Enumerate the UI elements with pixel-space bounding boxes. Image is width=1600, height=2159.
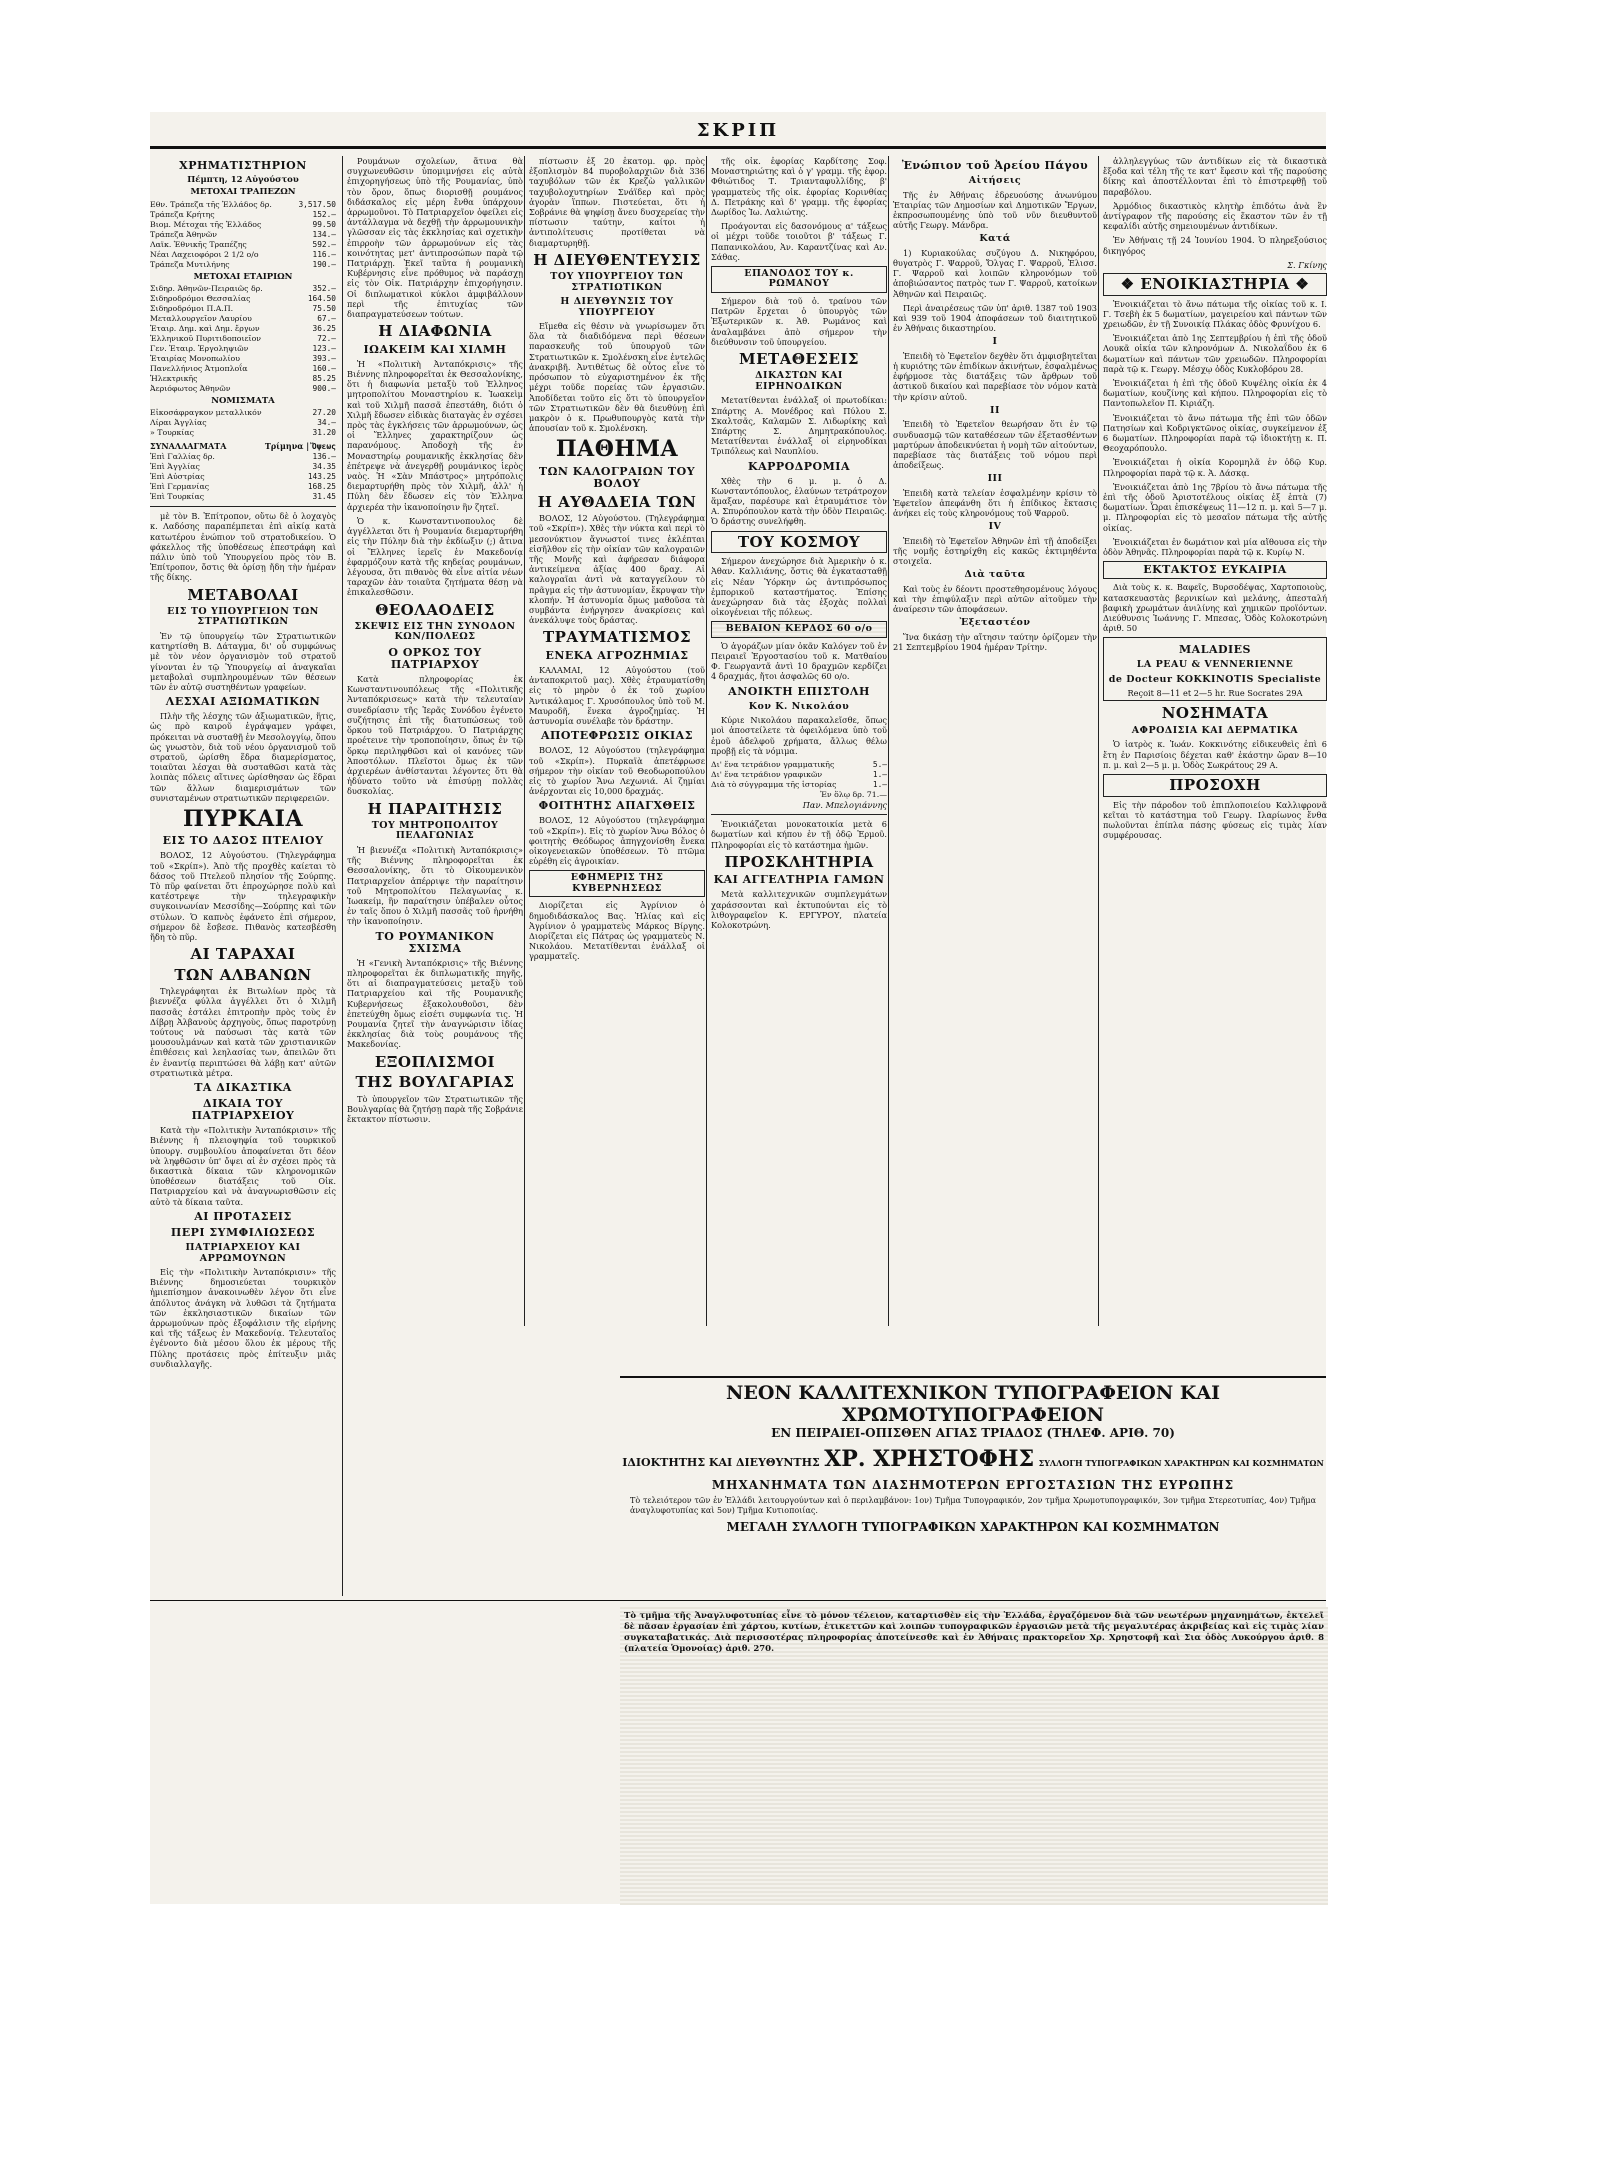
headline: ΑΙ ΤΑΡΑΧΑΙ: [190, 945, 296, 964]
ad-body: Τὸ τελειότερον τῶν ἐν Ἑλλάδι λειτουργούντων καὶ ὁ περιλαμβάνον: 1ον) Τμῆμα Τυπογραφικόν, 2ον τμῆμα Χρωμοτυπογραφικόν, 3ον τμῆμα Στερεοτυπίας, 4ον) Τμῆμα ἀναγλυφοτυπίας καὶ 5ον) Τμῆμα Κυτιοποιίας.: [630, 1496, 1316, 1515]
headline: ΤΑ ΔΙΚΑΣΤΙΚΑ: [194, 1080, 292, 1094]
headline: ΕΦΗΜΕΡΙΣ ΤΗΣ ΚΥΒΕΡΝΗΣΕΩΣ: [529, 870, 705, 897]
headline: Η ΔΙΕΥΘΕΝΤΕΥΣΙΣ: [533, 250, 701, 269]
article-text: Ἐπειδὴ κατὰ τελείαν ἐσφαλμένην κρίσιν τὸ Ἐφετεῖον ἀπεφάνθη ὅτι ἡ ἐπίδικος ἔκτασις ἀνήκει εἰς τοὺς κληρονόμους τοῦ Ψαρροῦ.: [893, 487, 1097, 519]
table-row: Ἑταιρ. Δημ. καὶ Δημ. ἔργων 36.25: [150, 323, 336, 333]
list-item: Ἐνοικιάζεται τὸ ἄνω πάτωμα τῆς οἰκίας τοῦ κ. Ι. Γ. Τσεβὴ ἐκ 5 δωματίων, μαγειρείου καὶ πάντων τῶν χρειωδῶν, ἐν τῇ Συνοικίᾳ Πλάκας ὁδὸς Φρυνίχου 6.: [1103, 298, 1327, 329]
article-text: ἀλληλεγγύως τῶν ἀντιδίκων εἰς τὰ δικαστικὰ ἔξοδα καὶ τέλη τῆς τε κατ' ἔφεσιν καὶ τῆς παρούσης δίκης καὶ ἀποστέλλονται ἐπὶ τὸ ἐπιστρεφθῇ τοῦ παραβόλου.: [1103, 156, 1327, 197]
article-text: τῆς οἰκ. ἐφορίας Καρδίτσης Σοφ. Μοναστηριώτης καὶ ὁ γ' γραμμ. τῆς ἐφορ. Φθιώτιδος Τ. Τριανταφυλλίδης, β' γραμματεὺς τῆς οἰκ. ἐφορίας Κορινθίας Δ. Πετράκης καὶ δ' γραμμ. τῆς ἐφορίας Δωρίδος Ἰω. Λαλιώτης.: [711, 156, 887, 218]
headline: ΠΡΟΣΟΧΗ: [1103, 774, 1327, 797]
expense-list: [711, 760, 887, 800]
article-text: Ρουμάνων σχολείων, ἅτινα θὰ συγχωνευθῶσιν ὑπομιμνῄσει εἰς αὐτὰ ἐπιχορηγήσεως ὑπὸ τῆς Ρουμανίας, ὑπὸ τὸν ὅρον, ὅπως διορισθῇ ρουμάνος διδάσκαλος εἰς μέρη ἔνθα ὑπάρχουν ἀρρωμοῦνοι. Τὸ Πατριαρχεῖον ὀφείλει εἰς ἀντάλλαγμα νὰ δεχθῇ τὴν ἀρρωμουνικὴν γλῶσσαν εἰς τὰς ἐκκλησίας καὶ σχετικὴν ἐπιρροὴν τῶν ἀρρωμούνων εἰς τὰς κοινότητας μετ' ἀντιπροσώπων παρὰ τῷ Πατριάρχῃ. Ἐκεῖ ταῦτα ἡ ρουμανικὴ Κυβέρνησις εἶνε πρόθυμος νὰ παράσχῃ εἰς τὸν Οἰκ. Πατριάρχην ἐπιχορήγησιν. Οἱ διπλωματικοὶ κύκλοι ἀμφιβάλλουν περὶ τῆς ἐπιτυχίας τῶν διαπραγματεύσεων τούτων.: [347, 156, 523, 320]
subheadline: Ο ΟΡΚΟΣ ΤΟΥ ΠΑΤΡΙΑΡΧΟΥ: [388, 645, 482, 671]
subheadline: ΤΩΝ ΚΑΛΟΓΡΑΙΩΝ ΤΟΥ ΒΟΛΟΥ: [538, 464, 696, 490]
table-row: Γεν. Ἑταιρ. Ἐργοληψιῶν 123.—: [150, 343, 336, 353]
subheadline: ΑΦΡΟΔΙΣΙΑ ΚΑΙ ΔΕΡΜΑΤΙΚΑ: [1131, 724, 1299, 736]
headline: ΑΠΟΤΕΦΡΩΣΙΣ ΟΙΚΙΑΣ: [541, 729, 693, 743]
section-number: ΙΙΙ: [987, 473, 1003, 485]
subheadline: ΕΙΣ ΤΟ ΥΠΟΥΡΓΕΙΟΝ ΤΩΝ ΣΤΡΑΤΙΩΤΙΚΩΝ: [167, 606, 319, 628]
section-number: ΙΙ: [990, 404, 1000, 416]
footer-text: Τὸ τμῆμα τῆς Ἀναγλυφοτυπίας εἶνε τὸ μόνον τέλειον, καταρτισθὲν εἰς τὴν Ἑλλάδα, ἐργαζόμενον διὰ τῶν νεωτέρων μηχανημάτων, ἐκτελεῖ δὲ πᾶσαν ἐργασίαν ἐπὶ χάρτου, κυτίων, ἐτικεττῶν καὶ λοιπῶν τυπογραφικῶν ἐργασιῶν μετὰ τῆς μεγαλυτέρας ἀκριβείας καὶ εἰς τιμὰς λίαν συγκαταβατικάς. Διὰ περισσοτέρας πληροφορίας ἀποτείνεσθε καὶ ἐν Ἀθήναις πρακτορεῖον Χρ. Χρηστοφῆ καὶ Σια ὁδὸς Λυκούργου ἀριθ. 8 (πλατεία Ὁμονοίας) ἀριθ. 270.: [620, 1607, 1328, 1905]
column-1: [150, 156, 340, 1596]
subheadline: ΔΙΚΑΙΑ ΤΟΥ ΠΑΤΡΙΑΡΧΕΙΟΥ: [191, 1097, 295, 1123]
table-row: Εἰκοσάφραγκον μεταλλικόν 27.20: [150, 407, 336, 417]
list-item: Ἐνοικιάζεται ἀπὸ 1ης Σεπτεμβρίου ἡ ἐπὶ τῆς ὁδοῦ Λουκᾶ οἰκία τῶν κληρονόμων Δ. Νικολαΐδου ἐκ 6 δωματίων καὶ πάντων τῶν χρειωδῶν. Πληροφορίαι παρὰ τῷ κ. Γεωργ. Μέσχῳ ὁδὸς Κυκλοβόρου 28.: [1103, 333, 1327, 374]
table-row: Ἀεριόφωτος Ἀθηνῶν 900.—: [150, 383, 336, 393]
subheadline: ΕΙΣ ΤΟ ΔΑΣΟΣ ΠΤΕΛΙΟΥ: [162, 834, 324, 848]
column-2: [342, 156, 527, 1596]
signature: Σ. Γκίνης: [1287, 259, 1327, 270]
list-item: Ἐνοικιάζεται ἡ οἰκία Κορομηλᾶ ἐν ὁδῷ Κυρ. Πληροφορίαι παρὰ τῷ κ. Ἀ. Δάσκᾳ.: [1103, 457, 1327, 478]
subheadline: Η ΑΥΘΑΔΕΙΑ ΤΩΝ: [537, 492, 697, 511]
list-item: Ἐνοικιάζεται τὸ ἄνω πάτωμα τῆς ἐπὶ τῶν ὁδῶν Πατησίων καὶ Κοδριγκτῶνος οἰκίας, συγκείμενον ἐξ 6 δωματίων. Πληροφορίαι παρὰ τῷ ἰδιοκτήτῃ κ. Π. Θεοχαρόπουλο.: [1103, 412, 1327, 454]
article-text: Ἡ «Γενικὴ Ἀνταπόκρισις» τῆς Βιέννης πληροφορεῖται ἐκ διπλωματικῆς πηγῆς, ὅτι αἱ διαπραγματεύσεις μεταξὺ τοῦ Πατριαρχείου καὶ τῆς Ρουμανικῆς Κυβερνήσεως ἐξακολουθοῦσι, δὲν ἐπετεύχθη ὅμως εἰσέτι συμφωνία τις. Ἡ Ρουμανία ζητεῖ τὴν ἀναγνώρισιν ἰδίας ἐκκλησίας διὰ τοὺς ρουμάνους τῆς Μακεδονίας.: [347, 957, 523, 1050]
subheadline: ΔΙΚΑΣΤΩΝ ΚΑΙ ΕΙΡΗΝΟΔΙΚΩΝ: [755, 370, 843, 392]
list-item: Ἐνοικιάζεται ἐν δωμάτιον καὶ μία αἴθουσα εἰς τὴν ὁδὸν Ἀθηνᾶς. Πληροφορίαι παρὰ τῷ κ. Κυρίῳ Ν.: [1103, 536, 1327, 557]
ad-subtitle: ΕΝ ΠΕΙΡΑΙΕΙ-ΟΠΙΣΘΕΝ ΑΓΙΑΣ ΤΡΙΑΔΟΣ (ΤΗΛΕΦ. ΑΡΙΘ. 70): [771, 1426, 1175, 1440]
table-row: Ἑταιρίας Μονοπωλίου 393.—: [150, 353, 336, 363]
ad-title: ΝΕΟΝ ΚΑΛΛΙΤΕΧΝΙΚΟΝ ΤΥΠΟΓΡΑΦΕΙΟΝ ΚΑΙ ΧΡΩΜΟΤΥΠΟΓΡΑΦΕΙΟΝ: [726, 1382, 1220, 1426]
headline: ΛΕΣΧΑΙ ΑΞΙΩΜΑΤΙΚΩΝ: [165, 695, 321, 709]
subheadline: ΠΑΤΡΙΑΡΧΕΙΟΥ ΚΑΙ ΑΡΡΩΜΟΥΝΩΝ: [185, 1242, 301, 1264]
headline: ΜΕΤΑΘΕΣΕΙΣ: [739, 349, 859, 368]
table-row: » Τουρκίας 31.20: [150, 427, 336, 437]
banks-title: ΜΕΤΟΧΑΙ ΤΡΑΠΕΖΩΝ: [190, 187, 296, 198]
list-item: Δι' ἕνα τετράδιον γραφικῶν 1.—: [711, 769, 887, 779]
column-3: [524, 156, 709, 1326]
table-row: Σιδηροδρόμοι Θεσσαλίας 164.50: [150, 293, 336, 303]
headline: ΕΚΤΑΚΤΟΣ ΕΥΚΑΙΡΙΑ: [1103, 561, 1327, 579]
subheadline: Διὰ ταῦτα: [964, 569, 1026, 581]
article-text: Κατὰ πληροφορίας ἐκ Κωνσταντινουπόλεως τῆς «Πολιτικῆς Ἀνταπόκρισεως» κατὰ τὴν τελευταίαν συνεδρίασιν τῆς Ἱερᾶς Συνόδου ἐγένετο συζήτησις ἐπὶ τῆς διατυπώσεως τοῦ ὅρκου τοῦ Πατριάρχου. Ὁ Πατριάρχης προέτεινε τὴν τροποποίησιν, ὅπως ἐν τῷ ὅρκῳ περιληφθῶσι καὶ οἱ κανόνες τῶν Ἀποστόλων. Πλεῖστοι ὅμως ἐκ τῶν ἀρχιερέων ἀνθίστανται λέγοντες ὅτι θὰ ἠδύνατο τοῦτο νὰ ἐπισύρῃ πολλὰς δυσκολίας.: [347, 674, 523, 797]
article-text: 1) Κυριακούλας συζύγου Δ. Νικηφόρου, θυγατρὸς Γ. Ψαρροῦ, Ὄλγας Γ. Ψαρροῦ, Ἐλισσ. Γ. Ψαρροῦ καὶ λοιπῶν κληρονόμων τοῦ ἀποβιώσαντος πατρὸς των Γ. Ψαρροῦ, κατοίκων Ἀθηνῶν καὶ Πειραιῶς.: [893, 247, 1097, 299]
article-text: Κύριε Νικολάου παρακαλεῖσθε, ὅπως μοὶ ἀποστείλετε τὰ ὀφειλόμενα ὑπὸ τοῦ ἐμοῦ ἀδελφοῦ χρήματα, ἄλλως θέλω προβῇ εἰς τὰ νόμιμα.: [711, 715, 887, 756]
article-text: Εἰς τὴν πάροδον τοῦ ἐπιπλοποιείου Καλλιφρονᾶ κεῖται τὸ κατάστημα τοῦ Γεωργ. Ιλαρίωνος ἔνθα πωλοῦνται ἐπίπλα πάσης φύσεως εἰς τιμὰς λίαν συμφέρουσας.: [1103, 799, 1327, 841]
list-item: Δι' ἕνα τετράδιον γραμματικῆς 5.—: [711, 759, 887, 769]
headline: ΤΟΥ ΚΟΣΜΟΥ: [711, 531, 887, 554]
article-text: μὲ τὸν Β. Ἐπίτροπον, οὔτω δὲ ὁ λοχαγὸς κ. Λαδόσης παραπέμπεται ἐπὶ αἰκίᾳ κατὰ κατωτέρου ἐνώπιον τοῦ στρατοδικείου. Ὁ φάκελλος τῆς ὑποθέσεως ἐπεστράφη καὶ πάλιν ὑπὸ τοῦ Ὑπουργείου πρὸς τὸν Β. Ἐπίτροπον, ὅστις θὰ ὁρίσῃ ἤδη τὴν ἡμέραν τῆς δίκης.: [150, 511, 336, 583]
headline: Ἐνώπιον τοῦ Ἀρείου Πάγου: [901, 159, 1089, 172]
ad-owner-row: [620, 1446, 1326, 1472]
article-text: Μετατίθενται ἐνάλλαξ οἱ πρωτοδίκαι: Σπάρτης Α. Μονέδρος καὶ Πύλου Σ. Σκαλτσᾶς, Καλαμῶν Σ. Λιδωρίκης καὶ Σπάρτης Σ. Δημητρακόπουλος. Μετατίθενται ἐνάλλαξ οἱ εἰρηνοδίκαι Τριπόλεως καὶ Ναυπλίου.: [711, 395, 887, 457]
signature: Παν. Μπελογιάννης: [802, 799, 887, 810]
table-row: Ἐπὶ Ἀγγλίας 34.35: [150, 462, 336, 472]
headline: ΒΕΒΑΙΟΝ ΚΕΡΔΟΣ 60 ο/ο: [711, 621, 887, 637]
article-text: ΒΟΛΟΣ, 12 Αὐγούστου. (Τηλεγράφημα τοῦ «Σκρίπ»). Χθὲς τὴν νύκτα καὶ περὶ τὸ μεσονύκτιον ἄγνωστοί τινες ἐκλέπται εἰσῆλθον εἰς τὴν οἰκίαν τῶν καλογραιῶν τῆς Μονῆς καὶ ἀφήρεσαν διάφορα ἀντικείμενα ἀξίας 400 δραχ. Αἱ καλογραῖαι ἀντὶ νὰ καταγγείλουν τὸ πρᾶγμα εἰς τὴν ἀστυνομίαν, ἔκρυψαν τὴν κλοπήν. Ἡ ἀστυνομία ὅμως μαθοῦσα τὰ συμβάντα ἐνήργησεν ἀνακρίσεις καὶ ἀνεκάλυψε τοὺς δράστας.: [529, 513, 705, 626]
article-text: Τῆς ἐν Ἀθήναις ἑδρευούσης ἀνωνύμου Ἑταιρίας τῶν Δημοσίων καὶ Δημοτικῶν Ἔργων, ἐκπροσωπουμένης ὑπὸ τοῦ νῦν διευθυντοῦ αὐτῆς Γεωργ. Μάνδρα.: [893, 189, 1097, 231]
headline: ΠΥΡΚΑΙΑ: [182, 806, 304, 833]
coins-title: ΝΟΜΙΣΜΑΤΑ: [211, 395, 275, 406]
article-text: Μετὰ καλλιτεχνικῶν συμπλεγμάτων χαράσσονται καὶ ἐκτυπούνται εἰς τὸ λιθογραφεῖον Κ. ΕΡΓΥΡΟΥ, πλατεία Κολοκοτρώνη.: [711, 889, 887, 930]
article-text: Ἐπειδὴ τὸ Ἐφετεῖον θεωρήσαν ὅτι ἐν τῷ συνδυασμῷ τῶν καταθέσεων τῶν ἐξετασθέντων μαρτύρων ἀποδεικνύεται ἡ νομὴ τῶν αἰτούντων, παρεβίασε τὰς διατάξεις τοῦ νόμου περὶ ἀποδείξεως.: [893, 419, 1097, 471]
subheadline: Αἰτήσεις: [968, 175, 1022, 187]
subheadline: Κον Κ. Νικολάου: [748, 700, 850, 712]
exchange-title: ΧΡΗΜΑΤΙΣΤΗΡΙΟΝ: [179, 159, 307, 172]
table-row: Ἐπὶ Τουρκίας 31.45: [150, 492, 336, 502]
ornament-icon: ❖: [1120, 275, 1141, 294]
newspaper-page: [150, 112, 1326, 1904]
headline: ΑΝΟΙΚΤΗ ΕΠΙΣΤΟΛΗ: [728, 684, 870, 698]
headline: ΠΑΘΗΜΑ: [555, 436, 679, 463]
footer-band: [150, 1600, 1326, 1901]
table-row: Πανελλήνιος Ἀτμοπλοΐα 160.—: [150, 363, 336, 373]
ornament-icon: ❖: [1289, 275, 1310, 294]
divider: [150, 506, 336, 507]
column-4: [706, 156, 891, 1326]
article-text: Σήμερον διὰ τοῦ ὁ. τραίνου τῶν Πατρῶν ἔρχεται ὁ ὑπουργὸς τῶν Ἐξωτερικῶν κ. Ἀθ. Ρωμάνος καὶ ἀναλαμβάνει ἀπὸ σήμερον τὴν διεύθυνσιν τοῦ ὑπουργείου.: [711, 295, 887, 347]
table-row: Τράπεζα Κρήτης 152.—: [150, 209, 336, 219]
article-text: ΒΟΛΟΣ, 12 Αὐγούστου. (Τηλεγράφημα τοῦ «Σκρίπ»). Ἀπὸ τῆς προχθὲς καίεται τὸ δάσος τοῦ Πτελεοῦ πλησίον τῆς Σούρπης. Τὸ πῦρ φαίνεται ὅτι ἐπροχώρησε πολὺ καὶ κατέστρεψε τὴν τηλεγραφικὴν συγκοινωνίαν Μεσσίδης—Σούρπης καὶ τῶν στύλων. Ὁ καπνὸς ἐφάνετο ἐπὶ σήμερον, σήμερον δὲ ἔσβεσε. Πιθανὸς κατεσβέσθη ἤδη τὸ πῦρ.: [150, 850, 336, 942]
headline: ΑΙ ΠΡΟΤΑΣΕΙΣ: [194, 1209, 292, 1223]
table-row: Ἑλληνικοῦ Πυριτιδοποιεῖον 72.—: [150, 333, 336, 343]
headline: ΤΟ ΡΟΥΜΑΝΙΚΟΝ ΣΧΙΣΜΑ: [375, 929, 495, 955]
list-item: Ἐνοικιάζεται ἡ ἐπὶ τῆς ὁδοῦ Κυψέλης οἰκία ἐκ 4 δωματίων, κουζίνης καὶ κήπου. Πληροφορίαι εἰς τὸ Παντοπωλεῖον Π. Κιριάζη.: [1103, 377, 1327, 409]
owner-note: ΣΥΛΛΟΓΗ ΤΥΠΟΓΡΑΦΙΚΩΝ ΧΑΡΑΚΤΗΡΩΝ ΚΑΙ ΚΟΣΜΗΜΑΤΩΝ: [1038, 1458, 1324, 1468]
masthead-rule: [150, 146, 1326, 149]
headline: ΠΡΟΣΚΛΗΤΗΡΙΑ: [724, 852, 874, 871]
headline: ΚΑΡΡΟΔΡΟΜΙΑ: [748, 459, 850, 473]
divider: [711, 814, 887, 815]
subheadline: ΚΑΙ ΑΓΓΕΛΤΗΡΙΑ ΓΑΜΩΝ: [713, 873, 885, 887]
article-text: ΒΟΛΟΣ, 12 Αὐγούστου (τηλεγράφημα τοῦ «Σκρίπ»). Εἰς τὸ χωρίον Ἄνω Βόλος ὁ φοιτητὴς Θεόδωρος ἀπηγχονίσθη ἕνεκα οἰκογενειακῶν ὑποθέσεων. Τὸ πτῶμα εὑρέθη εἰς ἀγροικίαν.: [529, 815, 705, 867]
article-text: Περὶ ἀναιρέσεως τῶν ὑπ' ἀριθ. 1387 τοῦ 1903 καὶ 939 τοῦ 1904 ἀποφάσεων τοῦ διαιτητικοῦ ἐν Ἀθήναις δικαστηρίου.: [893, 302, 1097, 334]
owner-label: ΙΔΙΟΚΤΗΤΗΣ ΚΑΙ ΔΙΕΥΘΥΝΤΗΣ: [622, 1456, 820, 1469]
list-item: Διὰ τὸ σύγγραμμα τῆς ἱστορίας 1.—: [711, 779, 887, 789]
owner-name: ΧΡ. ΧΡΗΣΤΟΦΗΣ: [824, 1446, 1035, 1472]
table-row: Ἠλεκτρικῆς 85.25: [150, 373, 336, 383]
article-text: Εἰς τὴν «Πολιτικὴν Ἀνταπόκρισιν» τῆς Βιέννης δημοσιεύεται τουρκικὸν ἡμιεπίσημον ἀνακοινωθὲν λέγον ὅτι εἶνε ἀπόλυτος ἀνάγκη νὰ λυθῶσι τὰ ζητήματα τῶν ἐκκλησιαστικῶν δικαίων τῶν ἀρρωμούνων πρὸς ἐξοφάλισιν τῆς εἰρήνης καὶ τῆς τάξεως ἐν Μακεδονίᾳ. Τελευταῖος ἐγένοντο διὰ μέσου ὅλου ἐκ μέρους τῆς Πύλης προτάσεις πρὸς ἐπίτευξιν μιᾶς συνδιαλλαγῆς.: [150, 1266, 336, 1369]
fx-header: ΣΥΝΑΛΛΑΓΜΑΤΑ Τρίμηνα | Ὄψεως: [150, 440, 336, 451]
headline: ΜΕΤΑΒΟΛΑΙ: [187, 585, 299, 604]
article-text: Διορίζεται εἰς Ἀγρίνιον ὁ δημοδιδάσκαλος Βας. Ἠλίας καὶ εἰς Ἀγρίνιον ὁ γραμματεὺς Μάρκος Βίργης. Διορίζεται εἰς Πάτρας ὡς γραμματεὺς Ν. Νικολάου. Μετατίθενται ἐνάλλαξ οἱ γραμματεῖς.: [529, 900, 705, 962]
article-text: ΒΟΛΟΣ, 12 Αὐγούστου (τηλεγράφημα τοῦ «Σκρίπ»). Πυρκαϊὰ ἀπετέφρωσε σήμερον τὴν οἰκίαν τοῦ Θεοδωροπούλου εἰς τὸ χωρίον Ἄνω Λεχωνιά. Αἱ ζημίαι ἀνέρχονται εἰς 10,000 δραχμάς.: [529, 745, 705, 797]
article-text: Ἡ βιεννέζα «Πολιτικὴ Ἀνταπόκρισις» τῆς Βιέννης πληροφορεῖται ἐκ Θεσσαλονίκης, ὅτι τὸ Οἰκουμενικὸν Πατριαρχεῖον ἀπέρριψε τὴν παραίτησιν τοῦ Μητροπολίτου Πελαγωνίας κ. Ἰωακείμ, ἣν παραίτησιν ὑπέβαλεν οὗτος ἐν ταῖς ὅπου ὁ Χιλμῆ πασσᾶς τοῦ ἠρνήθη τὴν ἰκανοποίησιν.: [347, 844, 523, 927]
headline: ❖ ΕΝΟΙΚΙΑΣΤΗΡΙΑ ❖: [1103, 273, 1327, 296]
table-row: Μεταλλουργεῖον Λαυρίου 67.—: [150, 313, 336, 323]
table-row: Ἐπὶ Γερμανίας 168.25: [150, 482, 336, 492]
article-text: Κατὰ τὴν «Πολιτικὴν Ἀνταπόκρισιν» τῆς Βιέννης ἡ πλειοψηφία τοῦ τουρκικοῦ ὑπουργ. συμβουλίου ἀποφαίνεται ὅτι δέον νὰ ληφθῶσιν ὑπ' ὄψει αἱ ἐν σχέσει πρὸς τὰ δικαστικὰ δίκαια τῶν κληρονομικῶν ὑποθέσεων διατάξεις τοῦ Οἰκ. Πατριαρχείου καὶ νὰ ἀναγνωρισθῶσιν εἰς αὐτὸ τὰ δίκαια ταῦτα.: [150, 1125, 336, 1207]
table-row: Βιομ. Μέτοχαι τῆς Ἑλλάδος 99.50: [150, 219, 336, 229]
subheadline: ΤΗΣ ΒΟΥΛΓΑΡΙΑΣ: [355, 1073, 515, 1092]
column-5: [888, 156, 1101, 1326]
article-text: ΚΑΛΑΜΑΙ, 12 Αὐγούστου (τοῦ ἀνταποκριτοῦ μας). Χθὲς ἐτραυματίσθη εἰς τὸ μηρὸν ὁ ἐκ τοῦ χωρίου Ἀντικάλαμος Γ. Χρυσόπουλος ὑπὸ τοῦ Μ. Μαυροδῆ, ἕνεκα ἀγροζημίας. Ἡ ἀστυνομία συνέλαβε τὸν δράστην.: [529, 665, 705, 727]
article-text: Ὁ ἰατρὸς κ. Ἰωάν. Κοκκινότης εἰδικευθεὶς ἐπὶ 6 ἔτη ἐν Παρισίοις δέχεται καθ' ἑκάστην ὥραν 8—10 π. μ. καὶ 2—5 μ. μ. Ὁδὸς Σωκράτους 29 Α.: [1103, 739, 1327, 770]
article-text: Διὰ τοὺς κ. κ. Βαφεῖς, Βυρσοδέψας, Χαρτοποιοὺς, κατασκευαστὰς βερνικίων καὶ μελάνης, ἀπεσταλή βαφικὴ χρωμάτων ἀνιλίνης καὶ χημικῶν προϊόντων. Διεύθυνσις Ἰωάννης Γ. Μπεσας, Ὁδὸς Κολοκοτρώνη ἀριθ. 50: [1103, 582, 1327, 634]
table-row: Ἐπὶ Γαλλίας δρ. 136.—: [150, 452, 336, 462]
headline: ΕΞΟΠΛΙΣΜΟΙ: [374, 1052, 496, 1071]
subheadline: Κατά: [979, 233, 1011, 245]
article-text: Καὶ τοὺς ἐν δέοντι προστεθησομένους λόγους καὶ τὴν ἐπιφύλαξιν περὶ αὐτῶν αἰτοῦμεν τὴν ἀναίρεσιν τῶν ἀποφάσεων.: [893, 583, 1097, 615]
headline: Η ΠΑΡΑΙΤΗΣΙΣ: [367, 799, 503, 818]
table-row: Νέαι Λαχειοφόροι 2 1/2 ο/ο 116.—: [150, 249, 336, 259]
footer-col-1: [150, 1607, 336, 1897]
article-text: Ἵνα δικάσῃ τὴν αἴτησιν ταύτην ὁρίζομεν τὴν 21 Σεπτεμβρίου 1904 ἡμέραν Τρίτην.: [893, 631, 1097, 653]
columns: [150, 156, 1326, 1596]
coins-table: [150, 408, 336, 438]
ad-collection: ΜΕΓΑΛΗ ΣΥΛΛΟΓΗ ΤΥΠΟΓΡΑΦΙΚΩΝ ΧΑΡΑΚΤΗΡΩΝ ΚΑΙ ΚΟΣΜΗΜΑΤΩΝ: [726, 1520, 1220, 1534]
article-text: Ὁ κ. Κωνσταντινοπουλος δὲ ἀγγέλλεται ὅτι ἡ Ρουμανία διεμαρτυρήθη εἰς τὴν Πύλην διὰ τὴν ἐκδίωξιν (;) ἄτινα οἱ Ἕλληνες ἱερεῖς ἐν Μακεδονίᾳ ἐφαρμόζουν κατὰ τῆς κηδείας ρουμάνων, λέγουσα, ὅτι πιθανὸς θὰ εἶνε αἰτία νέων ταραχῶν ἐὰν τοιαῦτα ζητήματα θέσῃ νὰ ἐπικαλεσθῶσιν.: [347, 515, 523, 598]
banks-table: [150, 200, 336, 270]
section-number: Ι: [992, 336, 998, 348]
table-row: Λίραι Ἀγγλίας 34.—: [150, 417, 336, 427]
table-row: Ἐπὶ Αὐστρίας 143.25: [150, 472, 336, 482]
companies-table: [150, 284, 336, 394]
table-row: Λαϊκ. Ἐθνικῆς Τραπέζης 592.—: [150, 239, 336, 249]
column-6: [1098, 156, 1327, 1326]
article-text: Ἐν Ἀθήναις τῇ 24 Ἰουνίου 1904. Ὁ πληρεξούσιος δικηγόρος: [1103, 235, 1327, 256]
companies-title: ΜΕΤΟΧΑΙ ΕΤΑΙΡΙΩΝ: [193, 271, 293, 282]
article-text: Τὸ ὑπουργεῖον τῶν Στρατιωτικῶν τῆς Βουλγαρίας θὰ ζητήσῃ παρὰ τῆς Σοβράνιε ἔκτακτον πίστωσιν.: [347, 1093, 523, 1124]
table-row: Τράπεζα Ἀθηνῶν 134.—: [150, 229, 336, 239]
article-text: Ἀρμόδιος δικαστικὸς κλητὴρ ἐπιδότω ἀνὰ ἓν ἀντίγραφον τῆς παρούσης εἰς ἕκαστον τῶν ἐν τῇ κεφαλίδι αὐτῆς σημειουμένων ἀντιδίκων.: [1103, 200, 1327, 232]
headline: ΤΡΑΥΜΑΤΙΣΜΟΣ: [542, 628, 692, 647]
headline: ΘΕΟΛΑΟΔΕΙΣ: [375, 600, 495, 619]
exchange-date: Πέμπτη, 12 Αὐγούστου: [187, 175, 299, 186]
subheadline: ΣΚΕΨΙΣ ΕΙΣ ΤΗΝ ΣΥΝΟΔΟΝ ΚΩΝ/ΠΟΛΕΩΣ: [354, 621, 516, 643]
subheadline: ΤΟΥ ΥΠΟΥΡΓΕΙΟΥ ΤΩΝ ΣΤΡΑΤΙΩΤΙΚΩΝ: [550, 271, 684, 293]
article-text: Πλὴν τῆς λέσχης τῶν ἀξιωματικῶν, ἥτις, ὡς πρὸ καιροῦ ἐγράψαμεν γράφει, πρόκειται νὰ συσταθῇ ἐν Μεσολογγίῳ, ὅπου ὡς γνωστὸν, διὰ τοῦ νέου ὀργανισμοῦ τοῦ στρατοῦ, ὡρίσθη ἕδρα διαμερίσματος, τοιαῦται λέσχαι θὰ συσταθῶσι κατὰ τὰς λοιπὰς πόλεις αἵτινες ὡρίσθησαν ὡς ἕδραι τῶν ἄλλων διαμερισμάτων τῶν συνισταμένων στρατιωτικῶν περιφερειῶν.: [150, 711, 336, 803]
subheadline: ΤΩΝ ΑΛΒΑΝΩΝ: [174, 965, 312, 984]
article-text: Σήμερον ἀνεχώρησε διὰ Ἀμερικὴν ὁ κ. Ἀθαν. Καλλιάνης, ὅστις θὰ ἐγκατασταθῇ εἰς Νέαν Ὑόρκην ὡς ἀντιπρόσωπος ἐμπορικοῦ καταστήματος. Ἐπίσης ἀνεχώρησαν διὰ τὰς ἐξοχὰς πολλαὶ οἰκογένειαι τῆς πόλεως.: [711, 556, 887, 618]
masthead: ΣΚΡΙΠ: [696, 120, 780, 141]
article-text: Ἐνοικιάζεται μονοκατοικία μετὰ 6 δωματίων καὶ κήπου ἐν τῇ ὁδῷ Ἐρμοῦ. Πληροφορίαι εἰς τὸ κατάστημα ἡμῶν.: [711, 819, 887, 850]
table-row: Σιδηροδρόμοι Π.Α.Π. 75.50: [150, 303, 336, 313]
article-text: Ἐν τῷ ὑπουργείῳ τῶν Στρατιωτικῶν κατηρτίσθη Β. Δάταγμα, δι' οὗ συμφώνως μὲ τὸν νέον ὀργανισμὸν τοῦ στρατοῦ γίνονται ἐν τῷ Ὑπουργείῳ αἱ ἀναγκαῖαι μεταβολαὶ συμπληρουμένων τῶν θέσεων τῶν ἐν αὐτῷ συστηθέντων γραφείων.: [150, 630, 336, 692]
article-text: Προάγονται εἰς δασονόμους α' τάξεως οἱ μέχρι τοῦδε τοιοῦτοι β' τάξεως Γ. Παπανικολάου, Ἀν. Καραντζίνας καὶ Αν. Σάθας.: [711, 221, 887, 262]
subheadline: ΤΟΥ ΜΗΤΡΟΠΟΛΙΤΟΥ ΠΕΛΑΓΩΝΙΑΣ: [371, 820, 499, 842]
section-number: ΙV: [988, 521, 1002, 533]
ad-machines: ΜΗΧΑΝΗΜΑΤΑ ΤΩΝ ΔΙΑΣΗΜΟΤΕΡΩΝ ΕΡΓΟΣΤΑΣΙΩΝ ΤΗΣ ΕΥΡΩΠΗΣ: [711, 1478, 1235, 1492]
article-text: Ἡ «Πολιτικὴ Ἀνταπόκρισις» τῆς Βιέννης πληροφορεῖται ἐκ Θεσσαλονίκης, ὅτι ἡ διαφωνία μεταξὺ τοῦ Ἑλληνος μητροπολίτου Μοναστηρίου κ. Ἰωακεὶμ καὶ τοῦ Χιλμῆ πασσᾶ ἐπεστάθη, διότι ὁ Χιλμῆ ἔδωσεν εἰδικὰς διαταγὰς ἐν σχέσει πρὸς τὰς ἐγκλήσεις τῶν ἀρρωμούνων, ὡς οἱ Ἕλληνες χαρακτηρίζουν ὡς παρανόμους. Ἀποδοχὴ τῆς ἐν Μοναστηρίῳ ρουμανικῆς ἐκκλησίας δὲν ἐπέτρεψε νὰ ἀνεγερθῇ ρουμάνικος ἱερὸς ναὸς. Ἡ «Σὰν Μπάστρος» μητρόπολις διεμαρτυρήθη πρὸς τὸν Χιλμῆ, ἀλλ' ἡ Πύλη δὲν ἔδωσεν εἰς τὸν Ἑλληνα ἀρχιερέα τὴν ἰκανοποίησιν ἣν ζητεῖ.: [347, 358, 523, 512]
subheadline: Η ΔΙΕΥΘΥΝΣΙΣ ΤΟΥ ΥΠΟΥΡΓΕΙΟΥ: [560, 296, 674, 318]
article-text: Τηλεγράφηται ἐκ Βιτωλίων πρὸς τὰ βιεννέζα φύλλα ἀγγέλλει ὅτι ὁ Χιλμῆ πασσᾶς ἐστάλει ἐπιτροπὴν πρὸς τοὺς ἐν Δίβρῃ Ἀλβανοὺς ἀρχηγοὺς, ὅπως παροτρύνῃ τούτους νὰ παύσωσι τὰς κατὰ τῶν μουσουλμάνων καὶ κατὰ τῶν χριστιανικῶν ἐπιθέσεις καὶ λεηλασίας των, ἀπειλῶν ὅτι ἐν ἐναντίᾳ περιπτώσει θὰ λάβῃ κατ' αὐτῶν στρατιωτικὰ μέτρα.: [150, 986, 336, 1078]
list-total: Ἐν ὅλῳ δρ. 71.—: [820, 789, 887, 799]
subheadline: ΕΝΕΚΑ ΑΓΡΟΖΗΜΙΑΣ: [545, 648, 689, 662]
headline: ΕΠΑΝΟΔΟΣ ΤΟΥ κ. ΡΩΜΑΝΟΥ: [711, 266, 887, 293]
printing-house-ad: [620, 1376, 1326, 1598]
fx-table: [150, 452, 336, 502]
table-row: Σιδηρ. Ἀθηνῶν-Πειραιῶς δρ. 352.—: [150, 283, 336, 293]
table-row: Τράπεζα Μυτιλήνης 190.—: [150, 259, 336, 269]
subheadline: ΠΕΡΙ ΣΥΜΦΙΛΙΩΣΕΩΣ: [170, 1225, 316, 1239]
list-item: Ἐνοικιάζεται ἀπὸ 1ης 7βρίου τὸ ἄνω πάτωμα τῆς ἐπὶ τῆς ὁδοῦ Ἀριστοτέλους οἰκίας ἐξ ἑπτὰ (7) δωματίων. Ὧραι ἐπισκέψεως 11—12 π. μ. καὶ 5—7 μ. μ. Πληροφορίαι εἰς τὸ μεσαῖον πάτωμα τῆς αὐτῆς οἰκίας.: [1103, 481, 1327, 533]
article-text: Εἴμεθα εἰς θέσιν νὰ γνωρίσωμεν ὅτι ὅλα τὰ διαδιδόμενα περὶ θέσεων παρασκευῆς τοῦ ὑπουργοῦ τῶν Στρατιωτικῶν κ. Σμολένσκη εἶνε ἐντελῶς ἀνακριβῆ. Ἀντιθέτως δὲ οὗτος εἶνε τὸ πρόσωπον τὸ εὐχαριστημένον ἐκ τῆς μέχρι τοῦδε πορείας τῶν ἐργασιῶν. Ἀποδίδεται τοῦτο εἰς ὅτι τὸ ὑπουργεῖον τῶν Στρατιωτικῶν δὲν θὰ διευθύνῃ ἐπὶ μακρὸν ὁ κ. Πρωθυπουργὸς κατὰ τὴν ἀπουσίαν τοῦ κ. Σμολένσκη.: [529, 321, 705, 434]
article-text: Ἐπειδὴ τὸ Ἐφετεῖον δεχθὲν ὅτι ἀμφισβητεῖται ἡ κυριότης τῶν ἐπιδίκων ἀκινήτων, ἐσφαλμένως ἐφήρμοσε τὰς διατάξεις τῶν ἄρθρων τοῦ ἀστικοῦ δικαίου καὶ παρεβίασε τὸν νόμον κατὰ τὴν κρίσιν αὐτοῦ.: [893, 350, 1097, 402]
headline: ΦΟΙΤΗΤΗΣ ΑΠΑΓΧΘΕΙΣ: [538, 799, 696, 813]
subheadline: Ἐξεταστέον: [959, 617, 1031, 629]
article-text: πίστωσιν ἐξ 20 ἑκατομ. φρ. πρὸς ἐξοπλισμὸν 84 πυροβολαρχιῶν διὰ 336 ταχυβόλων τῶν ἐκ Κρεζὼ γαλλικῶν ταχυβολοχυτηρίων Σνάϊδερ καὶ πρὸς ἀγορὰν ἵππων. Πιστεύεται, ὅτι ἡ Σοβράνιε θὰ ψηφίσῃ ἄνευ δυσχερείας τὴν πίστωσιν ταύτην, καίτοι ἡ ἀντιπολίτευσις προτίθεται νὰ διαμαρτυρηθῇ.: [529, 156, 705, 248]
headline: Η ΔΙΑΦΩΝΙΑ: [378, 322, 492, 341]
article-text: Χθὲς τὴν 6 μ. μ. ὁ Δ. Κωνσταντόπουλος, ἐλαύνων τετράτροχον ἅμαξαν, παρέσυρε καὶ ἐτραυμάτισε τὸν Α. Σπυρόπουλον κατὰ τὴν ὁδὸν Πειραιῶς. Ὁ δράστης συνελήφθη.: [711, 475, 887, 527]
article-text: Ὁ ἀγοράζων μίαν ὁκᾶν Καλόγεν τοῦ ἐν Πειραιεῖ Ἐργοστασίου τοῦ κ. Ματθαίου Φ. Γεωργαντᾶ ἀντὶ 10 δραχμῶν κερδίζει 4 δραχμάς, ἤτοι ἀσφαλῶς 60 ο/ο.: [711, 640, 887, 682]
article-text: Ἐπειδὴ τὸ Ἐφετεῖον Ἀθηνῶν ἐπὶ τῇ ἀποδείξει τῆς νομῆς ἐστηρίχθη εἰς κακῶς ἐκτιμηθέντα στοιχεῖα.: [893, 535, 1097, 567]
table-row: Εθν. Τράπεζα τῆς Ἑλλάδος δρ. 3,517.50: [150, 199, 336, 209]
headline: ΝΟΣΗΜΑΤΑ: [1161, 704, 1269, 723]
subheadline: ΙΩΑΚΕΙΜ ΚΑΙ ΧΙΛΜΗ: [363, 342, 507, 356]
maladies-ad: MALADIES LA PEAU & VENNERIENNE de Docteur KOKKINOTIS Specialiste Reçoit 8—11 et 2—5 hr. Rue Socrates 29A: [1103, 637, 1327, 701]
